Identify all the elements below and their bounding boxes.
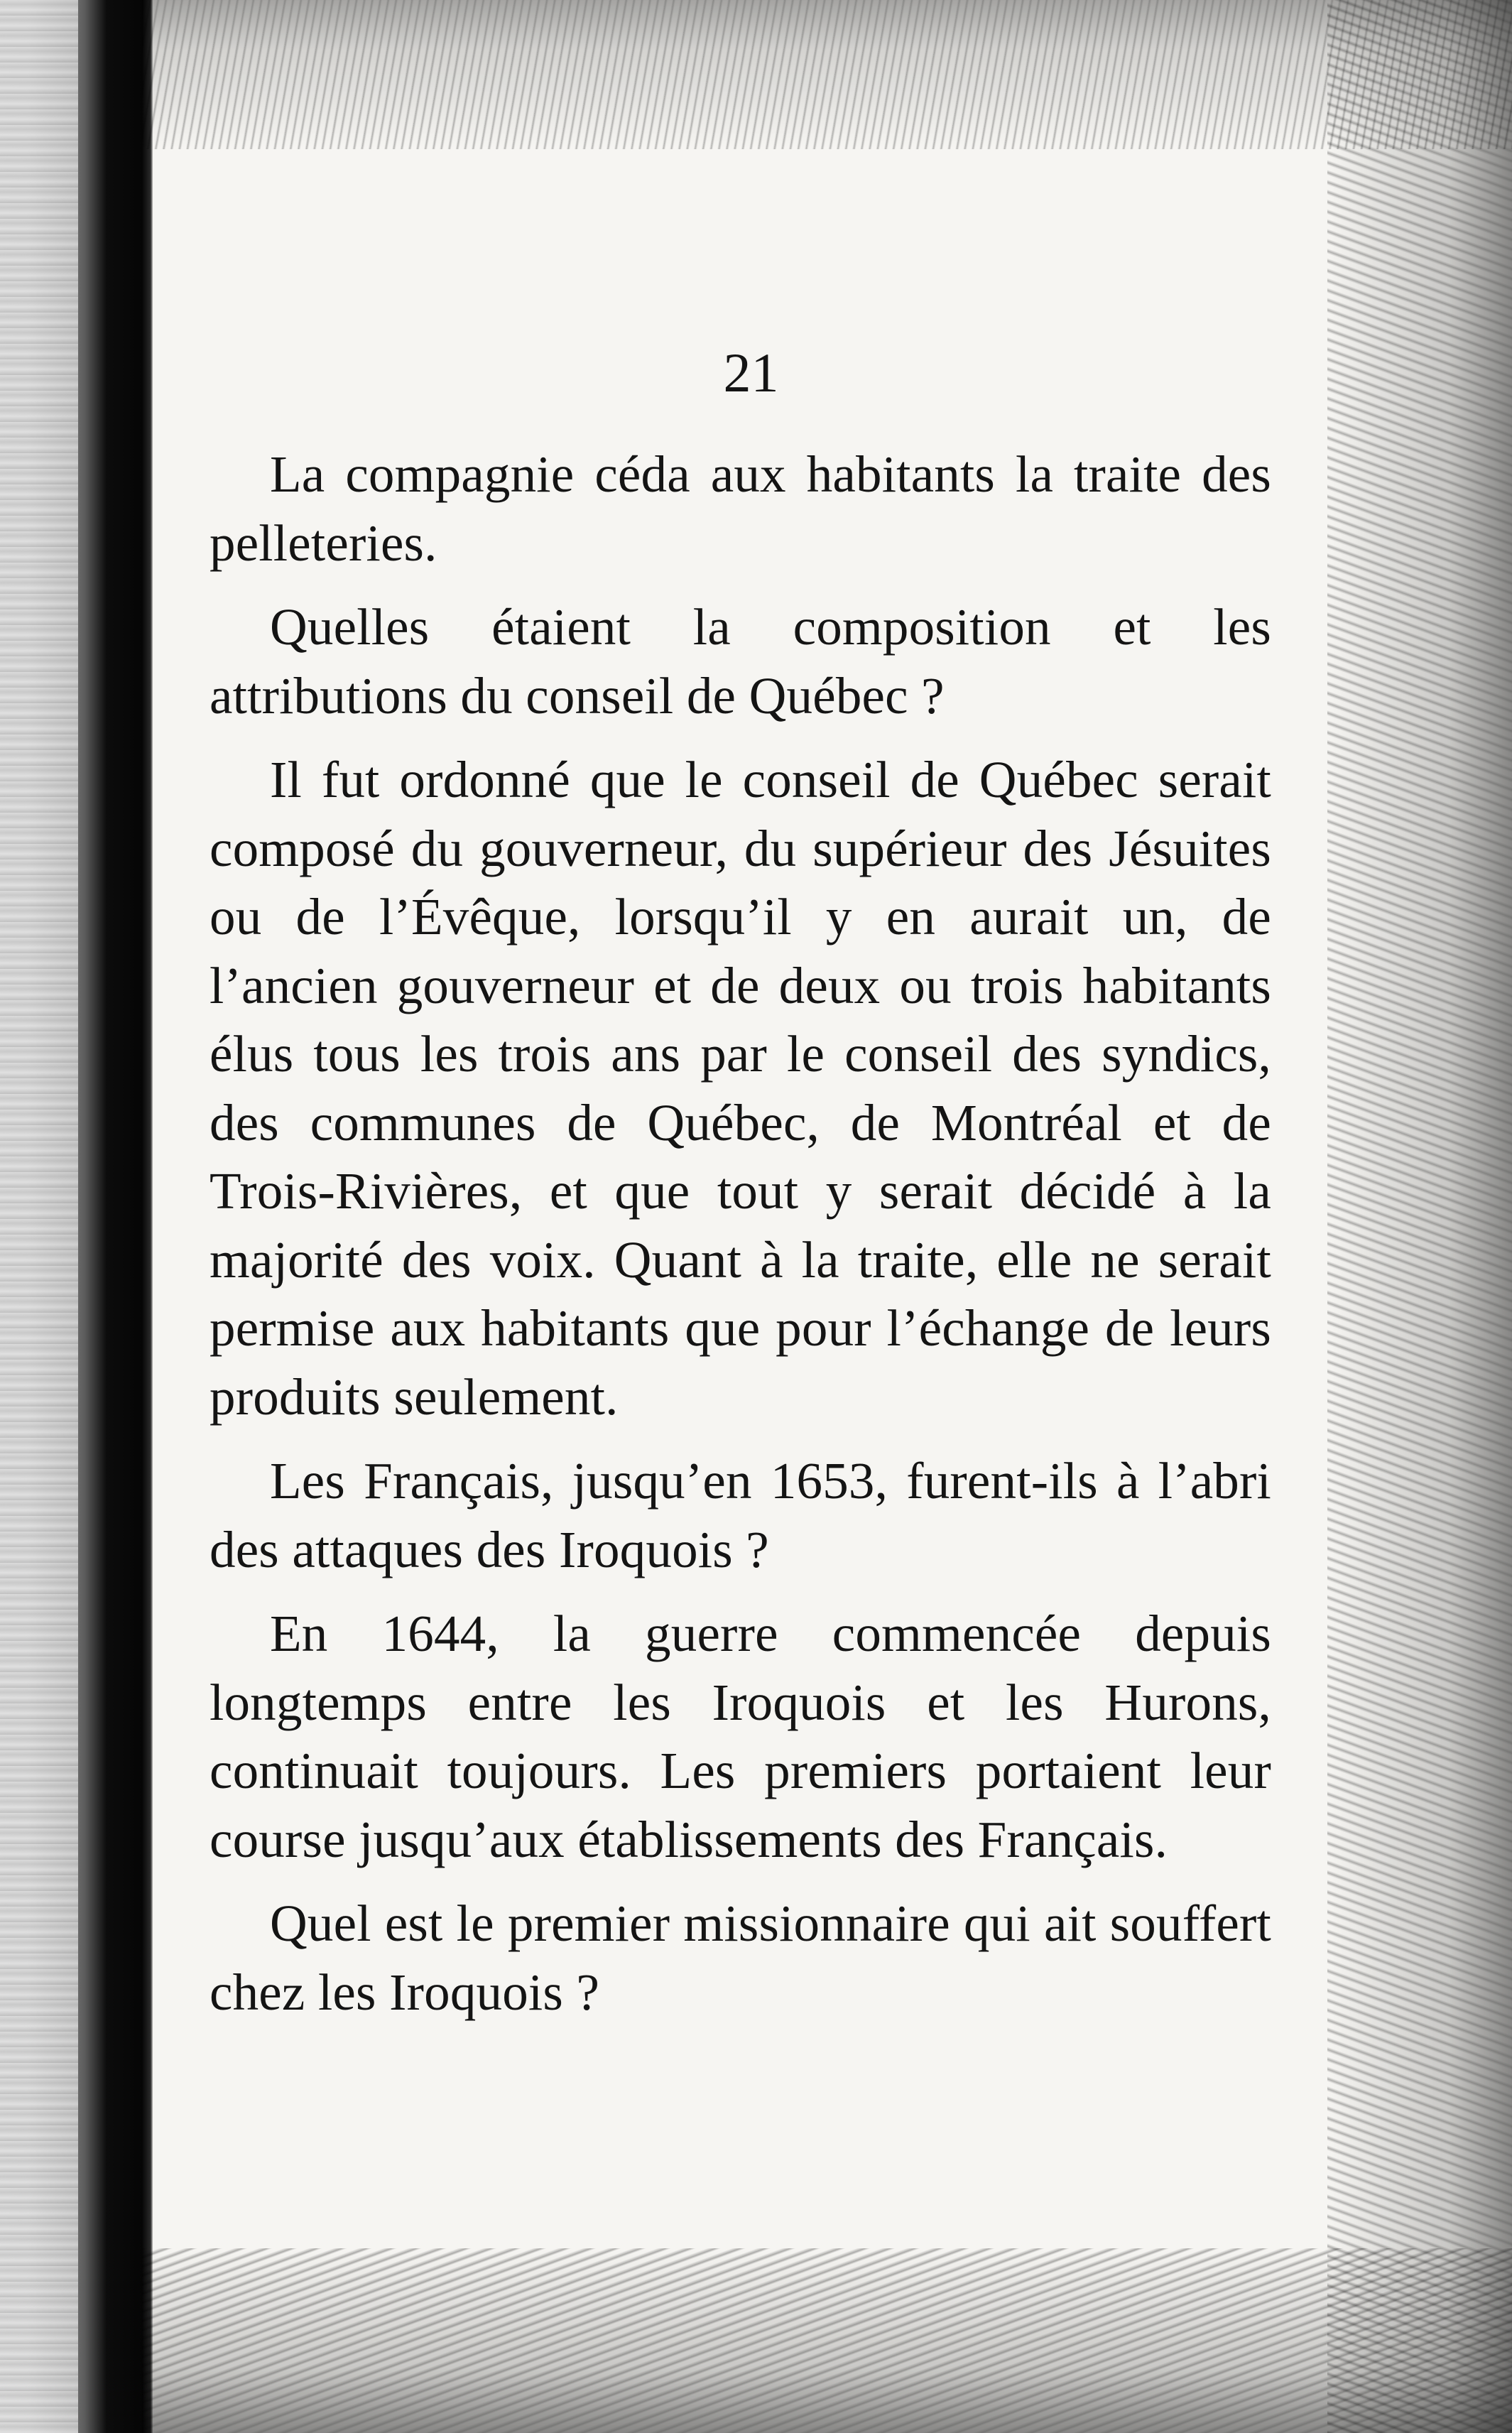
page-text (210, 341, 1271, 2042)
scan-noise-top (142, 0, 1512, 149)
paragraph-5: En 1644, la guerre commencée depuis longtemps entre les Iroquois et les Hurons, continuait toujours. Les premiers portaient leur course jusqu’aux établissements des Français. (210, 1605, 1271, 1868)
question-paragraph-4: Les Français, jusqu’en 1653, furent-ils à l’abri des attaques des Iroquois ? (210, 1452, 1271, 1578)
scan-noise-right (1327, 0, 1512, 2433)
question-paragraph-2: Quelles étaient la composition et les attributions du conseil de Québec ? (210, 598, 1271, 725)
paragraph-1: La compagnie céda aux habitants la traite des pelleteries. (210, 445, 1271, 572)
page-number: 21 (723, 342, 779, 403)
paragraph-3: Il fut ordonné que le conseil de Québec serait composé du gouverneur, du supérieur des Jésuites ou de l’Évêque, lorsqu’il y en aurait un, de l’ancien gouverneur et de deux ou trois habitants élus tous les trois ans par le conseil des syndics, des communes de Québec, de Montréal et de Trois-Rivières, et que tout y serait décidé à la majorité des voix. Quant à la traite, elle ne serait permise aux habitants que pour l’échange de leurs produits seulement. (210, 751, 1271, 1426)
scan-noise-bottom (142, 2248, 1512, 2433)
scan-margin (0, 0, 78, 2433)
question-paragraph-6: Quel est le premier missionnaire qui ait souffert chez les Iroquois ? (210, 1895, 1271, 2021)
